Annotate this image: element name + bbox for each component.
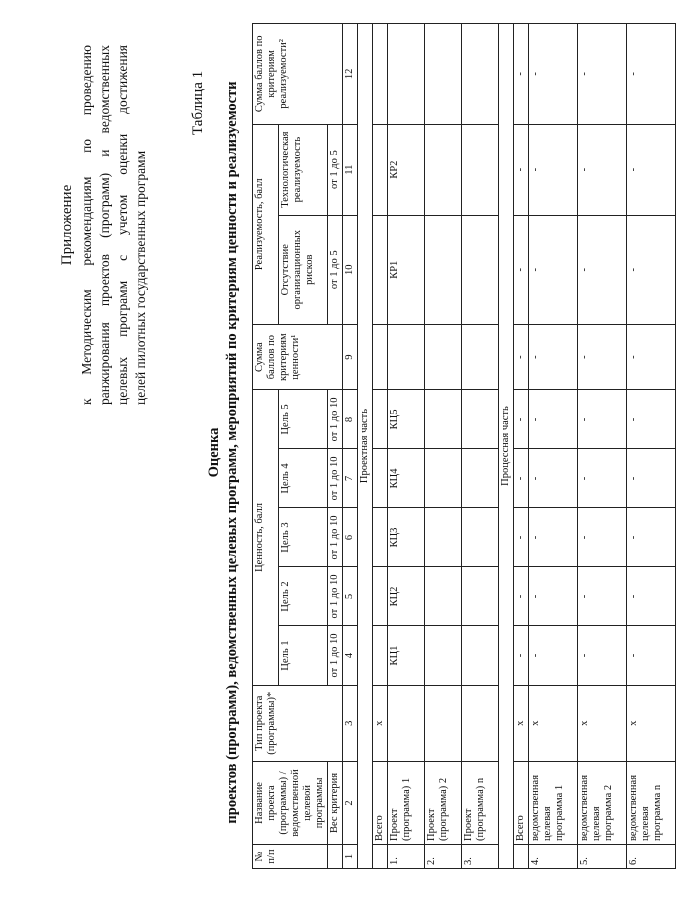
header-type: Тип проекта (программы)* <box>253 685 343 761</box>
empty-cell <box>462 390 499 449</box>
empty-cell <box>373 449 388 508</box>
table-row <box>578 24 627 869</box>
dash-cell: - <box>529 449 578 508</box>
column-number: 4 <box>343 626 358 685</box>
table-row <box>514 24 529 869</box>
mark-kc4: КЦ4 <box>388 449 425 508</box>
row-num: 2. <box>425 844 462 868</box>
goal-range: от 1 до 10 <box>328 390 343 449</box>
row-num: 6. <box>627 844 676 868</box>
header-goal: Цель 2 <box>279 567 328 626</box>
dash-cell: - <box>627 449 676 508</box>
empty-cell <box>462 685 499 761</box>
header-feasibility-group: Реализуемость, балл <box>253 124 279 324</box>
dash-cell: - <box>529 626 578 685</box>
row-num-cell <box>373 844 388 868</box>
empty-cell <box>373 508 388 567</box>
goal-range: от 1 до 10 <box>328 508 343 567</box>
column-number: 1 <box>343 844 358 868</box>
empty-cell <box>425 685 462 761</box>
column-number: 12 <box>343 24 358 125</box>
row-num: 5. <box>578 844 627 868</box>
header-name: Название проекта (программы) / ведомственной целевой программы <box>253 761 328 844</box>
weight-label: Вес критерия <box>328 761 343 844</box>
dash-cell: - <box>627 215 676 324</box>
row-type: х <box>529 685 578 761</box>
dash-cell: - <box>578 449 627 508</box>
mark-kr2: КР2 <box>388 124 425 215</box>
column-number: 11 <box>343 124 358 215</box>
goal-range: от 1 до 10 <box>328 626 343 685</box>
empty-cell <box>462 449 499 508</box>
appendix-block <box>58 45 150 405</box>
row-num: 1. <box>388 844 425 868</box>
empty-cell <box>388 324 425 390</box>
empty-cell <box>373 24 388 125</box>
empty-cell <box>425 449 462 508</box>
empty-cell <box>425 390 462 449</box>
table-row <box>373 24 388 869</box>
dash-cell: - <box>514 390 529 449</box>
dash-cell: - <box>514 124 529 215</box>
weight-num-cell <box>328 844 343 868</box>
empty-cell <box>373 215 388 324</box>
empty-cell <box>373 390 388 449</box>
column-number: 2 <box>343 761 358 844</box>
header-num: № п/п <box>253 844 328 868</box>
appendix-title: Приложение <box>59 184 75 266</box>
dash-cell: - <box>514 24 529 125</box>
row-num: 4. <box>529 844 578 868</box>
table-row <box>627 24 676 869</box>
row-num-cell <box>514 844 529 868</box>
empty-cell <box>462 124 499 215</box>
header-goal: Цель 3 <box>279 508 328 567</box>
dash-cell: - <box>578 508 627 567</box>
empty-cell <box>462 508 499 567</box>
header-goal: Цель 4 <box>279 449 328 508</box>
feasibility-range: от 1 до 5 <box>328 124 343 215</box>
mark-kc3: КЦ3 <box>388 508 425 567</box>
empty-cell <box>373 324 388 390</box>
header-feasibility-col: Отсутствие организационных рисков <box>279 215 328 324</box>
empty-cell <box>425 508 462 567</box>
header-goal: Цель 5 <box>279 390 328 449</box>
row-name: Всего <box>373 761 388 844</box>
dash-cell: - <box>578 324 627 390</box>
row-name: Проект (программа) n <box>462 761 499 844</box>
dash-cell: - <box>578 24 627 125</box>
dash-cell: - <box>514 324 529 390</box>
row-name: Проект (программа) 1 <box>388 761 425 844</box>
column-number: 6 <box>343 508 358 567</box>
empty-cell <box>373 567 388 626</box>
dash-cell: - <box>529 215 578 324</box>
dash-cell: - <box>627 508 676 567</box>
table-row <box>462 24 499 869</box>
table-row <box>388 24 425 869</box>
empty-cell <box>425 215 462 324</box>
mark-kc1: КЦ1 <box>388 626 425 685</box>
dash-cell: - <box>578 390 627 449</box>
dash-cell: - <box>514 215 529 324</box>
column-number: 5 <box>343 567 358 626</box>
row-name: ведомственная целевая программа 1 <box>529 761 578 844</box>
dash-cell: - <box>578 567 627 626</box>
dash-cell: - <box>578 626 627 685</box>
row-name: ведомственная целевая программа n <box>627 761 676 844</box>
empty-cell <box>425 124 462 215</box>
column-number: 9 <box>343 324 358 390</box>
empty-cell <box>462 626 499 685</box>
dash-cell: - <box>514 508 529 567</box>
dash-cell: - <box>627 626 676 685</box>
evaluation-table <box>252 23 676 869</box>
dash-cell: - <box>627 390 676 449</box>
table-row <box>425 24 462 869</box>
dash-cell: - <box>529 324 578 390</box>
dash-cell: - <box>578 124 627 215</box>
empty-cell <box>462 24 499 125</box>
document-title <box>205 0 241 905</box>
empty-cell <box>462 567 499 626</box>
column-number: 7 <box>343 449 358 508</box>
row-name: Проект (программа) 2 <box>425 761 462 844</box>
header-row-1 <box>253 24 279 869</box>
dash-cell: - <box>529 24 578 125</box>
dash-cell: - <box>529 390 578 449</box>
title-line-1: Оценка <box>206 427 222 478</box>
empty-cell <box>462 324 499 390</box>
row-type: х <box>627 685 676 761</box>
row-name: Всего <box>514 761 529 844</box>
empty-cell <box>388 24 425 125</box>
mark-kc2: КЦ2 <box>388 567 425 626</box>
dash-cell: - <box>514 567 529 626</box>
column-number: 3 <box>343 685 358 761</box>
appendix-line: целей пилотных государственных программ <box>133 150 148 405</box>
empty-cell <box>425 567 462 626</box>
appendix-line: к Методическим рекомендациям по проведению <box>79 45 94 405</box>
row-name: ведомственная целевая программа 2 <box>578 761 627 844</box>
empty-cell <box>373 124 388 215</box>
table-label: Таблица 1 <box>190 70 206 135</box>
empty-cell <box>425 626 462 685</box>
goal-range: от 1 до 10 <box>328 567 343 626</box>
dash-cell: - <box>529 567 578 626</box>
mark-kc5: КЦ5 <box>388 390 425 449</box>
appendix-line: целевых программ с учетом оценки достижения <box>115 45 130 405</box>
dash-cell: - <box>627 567 676 626</box>
header-feasibility-sum: Сумма баллов по критериям реализуемости² <box>253 24 343 125</box>
section-project-label: Проектная часть <box>358 24 373 869</box>
header-value-group: Ценность, балл <box>253 390 279 685</box>
mark-kr1: КР1 <box>388 215 425 324</box>
empty-cell <box>462 215 499 324</box>
dash-cell: - <box>578 215 627 324</box>
column-number: 10 <box>343 215 358 324</box>
header-feasibility-col: Технологическая реализуемость <box>279 124 328 215</box>
dash-cell: - <box>514 449 529 508</box>
appendix-line: ранжирования проектов (программ) и ведомственных <box>97 45 112 405</box>
row-type: х <box>373 685 388 761</box>
feasibility-range: от 1 до 5 <box>328 215 343 324</box>
dash-cell: - <box>627 124 676 215</box>
table-row <box>529 24 578 869</box>
section-process-label: Процессная часть <box>499 24 514 869</box>
header-value-sum: Сумма баллов по критериям ценности¹ <box>253 324 343 390</box>
goal-range: от 1 до 10 <box>328 449 343 508</box>
title-line-2: проектов (программ), ведомственных целевых программ, мероприятий по критериям ценности и реализуемости <box>224 81 240 824</box>
header-goal: Цель 1 <box>279 626 328 685</box>
row-num: 3. <box>462 844 499 868</box>
dash-cell: - <box>514 626 529 685</box>
row-type: х <box>514 685 529 761</box>
empty-cell <box>373 626 388 685</box>
column-numbers-row <box>343 24 358 869</box>
dash-cell: - <box>529 508 578 567</box>
empty-cell <box>425 24 462 125</box>
dash-cell: - <box>627 24 676 125</box>
empty-cell <box>388 685 425 761</box>
row-type: х <box>578 685 627 761</box>
empty-cell <box>425 324 462 390</box>
dash-cell: - <box>627 324 676 390</box>
section-row-project <box>358 24 373 869</box>
section-row-process <box>499 24 514 869</box>
dash-cell: - <box>529 124 578 215</box>
column-number: 8 <box>343 390 358 449</box>
